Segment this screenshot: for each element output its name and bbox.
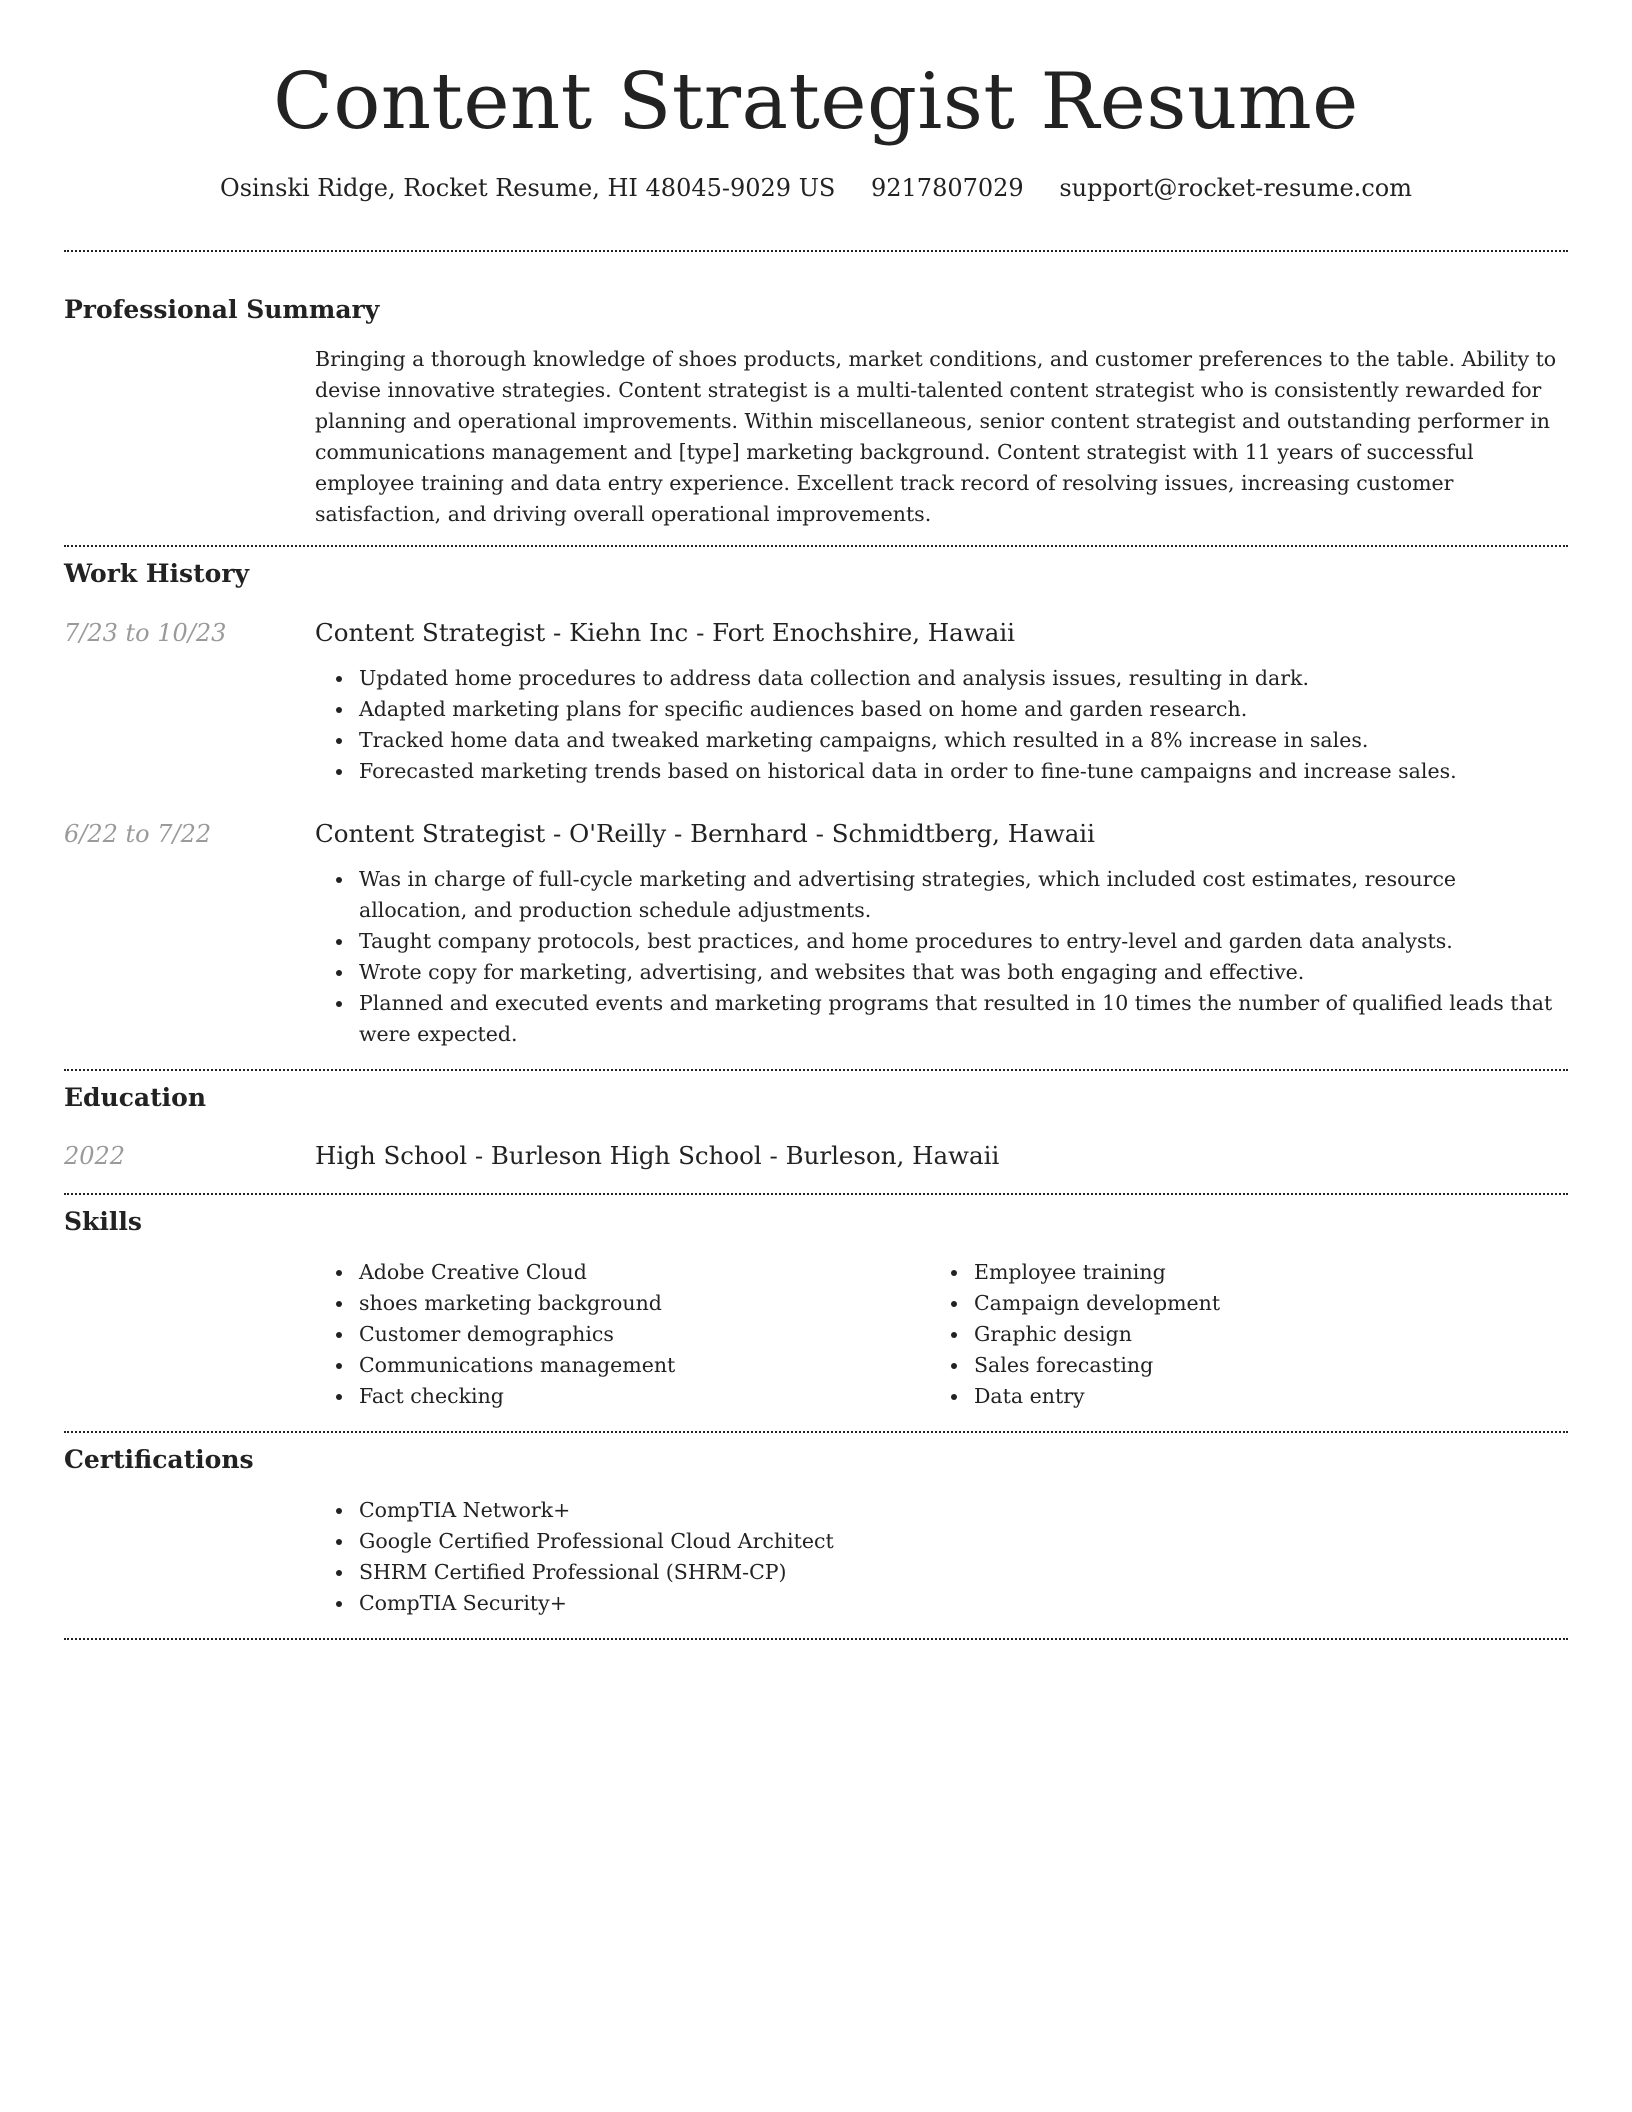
job-bullets bbox=[315, 864, 1568, 1050]
job-dates: 7/23 to 10/23 bbox=[64, 619, 227, 647]
list-item: Graphic design bbox=[974, 1319, 1545, 1350]
list-item: Taught company protocols, best practices, and home procedures to entry-level and garden data analysts. bbox=[359, 926, 1568, 957]
job-heading bbox=[315, 616, 1568, 650]
job-details: - O'Reilly - Bernhard - Schmidtberg, Hawaii bbox=[545, 819, 1095, 848]
section-title-work: Work History bbox=[64, 559, 250, 588]
job-entry bbox=[64, 616, 1568, 787]
list-item: Google Certified Professional Cloud Architect bbox=[359, 1526, 1568, 1557]
education-heading bbox=[315, 1139, 1568, 1173]
job-role: Content Strategist bbox=[315, 819, 546, 848]
skills-list-right bbox=[930, 1257, 1545, 1412]
section-title-summary: Professional Summary bbox=[64, 295, 380, 324]
certifications-section bbox=[64, 1433, 1568, 1619]
job-entry bbox=[64, 817, 1568, 1050]
phone: 9217807029 bbox=[871, 174, 1024, 202]
skills-section bbox=[64, 1195, 1568, 1412]
contact-line bbox=[64, 172, 1568, 204]
list-item: Data entry bbox=[974, 1381, 1545, 1412]
list-item: Tracked home data and tweaked marketing campaigns, which resulted in a 8% increase in sales. bbox=[359, 725, 1568, 756]
education-degree: High School bbox=[315, 1141, 468, 1170]
job-bullets bbox=[315, 663, 1568, 787]
summary-text: Bringing a thorough knowledge of shoes products, market conditions, and customer preferences to the table. Ability to devise innovative strategies. Content strategist is a multi-talented content strategist who is consistently rewarded for planning and operational improvements. Within miscellaneous, senior content strategist and outstanding performer in communications management and [type] marketing background. Content strategist with 11 years of successful employee training and data entry experience. Excellent track record of resolving issues, increasing customer satisfaction, and driving overall operational improvements. bbox=[315, 347, 1557, 526]
job-dates: 6/22 to 7/22 bbox=[64, 820, 212, 848]
list-item: Updated home procedures to address data collection and analysis issues, resulting in dark. bbox=[359, 663, 1568, 694]
list-item: Forecasted marketing trends based on historical data in order to fine-tune campaigns and increase sales. bbox=[359, 756, 1568, 787]
section-title-skills: Skills bbox=[64, 1207, 142, 1236]
list-item: Sales forecasting bbox=[974, 1350, 1545, 1381]
education-details: - Burleson High School - Burleson, Hawaii bbox=[467, 1141, 1000, 1170]
address: Osinski Ridge, Rocket Resume, HI 48045-9029 US bbox=[220, 174, 836, 202]
job-heading bbox=[315, 817, 1568, 851]
list-item: Planned and executed events and marketing programs that resulted in 10 times the number of qualified leads that were expected. bbox=[359, 988, 1568, 1050]
list-item: Adapted marketing plans for specific audiences based on home and garden research. bbox=[359, 694, 1568, 725]
list-item: Was in charge of full-cycle marketing and advertising strategies, which included cost estimates, resource allocation, and production schedule adjustments. bbox=[359, 864, 1568, 926]
list-item: Adobe Creative Cloud bbox=[359, 1257, 930, 1288]
list-item: Customer demographics bbox=[359, 1319, 930, 1350]
section-title-education: Education bbox=[64, 1083, 207, 1112]
list-item: Wrote copy for marketing, advertising, and websites that was both engaging and effective. bbox=[359, 957, 1568, 988]
divider bbox=[64, 1638, 1568, 1640]
education-year: 2022 bbox=[64, 1142, 126, 1170]
resume-page bbox=[64, 0, 1568, 1640]
resume-title: Content Strategist Resume bbox=[273, 57, 1359, 147]
list-item: SHRM Certified Professional (SHRM-CP) bbox=[359, 1557, 1568, 1588]
list-item: Fact checking bbox=[359, 1381, 930, 1412]
email: support@rocket-resume.com bbox=[1059, 174, 1412, 202]
certifications-list bbox=[315, 1495, 1568, 1619]
list-item: CompTIA Network+ bbox=[359, 1495, 1568, 1526]
section-title-certifications: Certifications bbox=[64, 1445, 254, 1474]
education-section bbox=[64, 1071, 1568, 1173]
list-item: CompTIA Security+ bbox=[359, 1588, 1568, 1619]
list-item: Employee training bbox=[974, 1257, 1545, 1288]
list-item: Campaign development bbox=[974, 1288, 1545, 1319]
skills-list-left bbox=[315, 1257, 930, 1412]
list-item: Communications management bbox=[359, 1350, 930, 1381]
list-item: shoes marketing background bbox=[359, 1288, 930, 1319]
job-role: Content Strategist bbox=[315, 618, 546, 647]
job-details: - Kiehn Inc - Fort Enochshire, Hawaii bbox=[545, 618, 1016, 647]
summary-section bbox=[64, 252, 1568, 530]
work-history-section bbox=[64, 547, 1568, 1050]
